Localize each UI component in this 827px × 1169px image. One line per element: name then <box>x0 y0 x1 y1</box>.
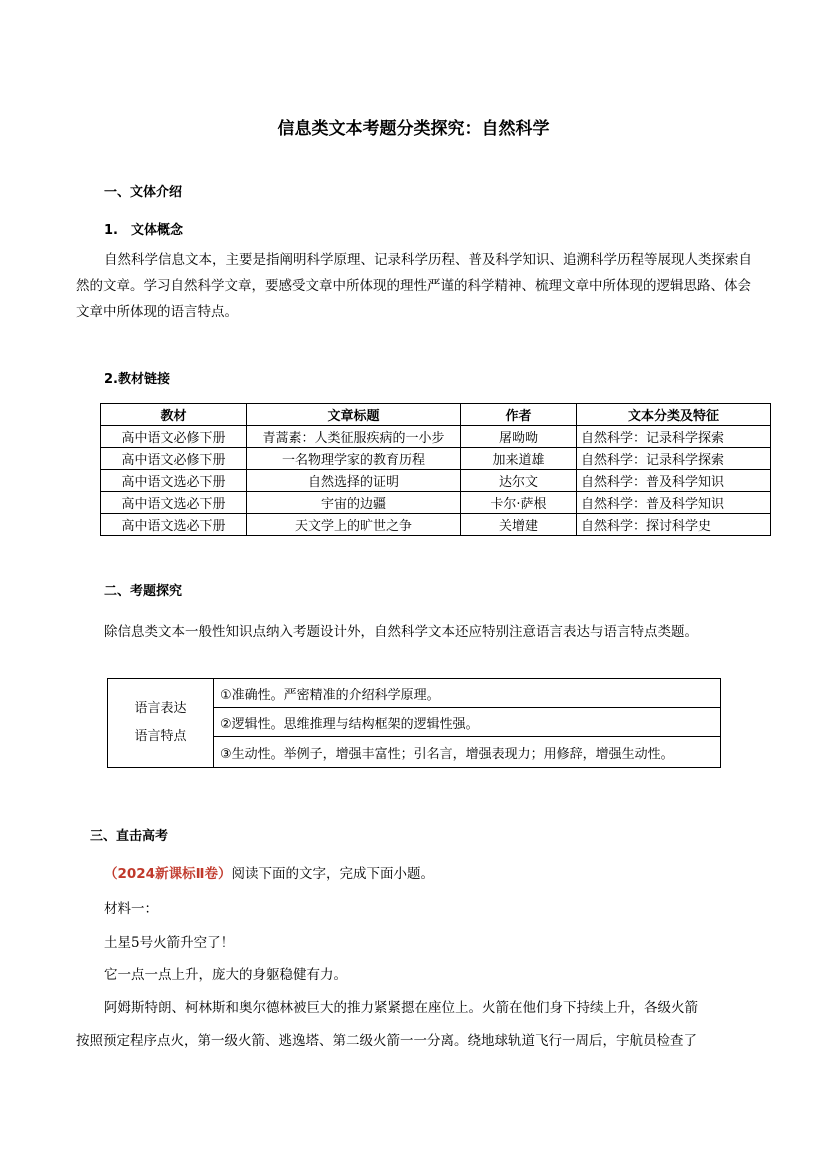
table-cell: 达尔文 <box>461 470 577 492</box>
table-cell: 宇宙的边疆 <box>247 492 461 514</box>
table-header-cell: 作者 <box>461 404 577 426</box>
table-cell: ②逻辑性。思维推理与结构框架的逻辑性强。 <box>214 708 721 737</box>
feature-category-cell <box>108 679 214 768</box>
table-cell: 加来道雄 <box>461 448 577 470</box>
material-line: 按照预定程序点火，第一级火箭、逃逸塔、第二级火箭一一分离。绕地球轨道飞行一周后，宇航员检查了 <box>76 1033 697 1049</box>
subheading-genre-concept: 1. 文体概念 <box>104 223 183 238</box>
material-line: 它一点一点上升，庞大的身躯稳健有力。 <box>104 967 347 983</box>
genre-concept-paragraph: 自然科学信息文本，主要是指阐明科学原理、记录科学历程、普及科学知识、追溯科学历程等展现人类探索自然的文章。学习自然科学文章，要感受文章中所体现的理性严谨的科学精神、梳理文章中所体现的逻辑思路、体会文章中所体现的语言特点。 <box>76 252 752 320</box>
table-row <box>101 426 771 448</box>
table-cell: 自然科学：探讨科学史 <box>577 514 771 536</box>
language-features-table <box>107 678 721 768</box>
material-label: 材料一： <box>104 901 158 917</box>
page-title: 信息类文本考题分类探究：自然科学 <box>277 119 550 139</box>
table-cell: 青蒿素：人类征服疾病的一小步 <box>247 426 461 448</box>
table-cell: 高中语文选必下册 <box>101 470 247 492</box>
table-header-cell: 文本分类及特征 <box>577 404 771 426</box>
table-cell: 一名物理学家的教育历程 <box>247 448 461 470</box>
table-cell: 关增建 <box>461 514 577 536</box>
exam-inquiry-paragraph: 除信息类文本一般性知识点纳入考题设计外，自然科学文本还应特别注意语言表达与语言特点类题。 <box>104 624 698 640</box>
table-row <box>101 448 771 470</box>
textbook-table <box>100 403 771 536</box>
table-cell: 高中语文必修下册 <box>101 426 247 448</box>
table-cell: 自然科学：记录科学探索 <box>577 448 771 470</box>
table-cell: 屠呦呦 <box>461 426 577 448</box>
table-row <box>101 492 771 514</box>
subheading-textbook-links: 2.教材链接 <box>104 372 170 387</box>
table-cell: 高中语文必修下册 <box>101 448 247 470</box>
table-cell: 高中语文选必下册 <box>101 492 247 514</box>
material-line: 阿姆斯特朗、柯林斯和奥尔德林被巨大的推力紧紧摁在座位上。火箭在他们身下持续上升，各级火箭 <box>104 1000 698 1016</box>
section-heading-exam-inquiry: 二、考题探究 <box>104 584 183 599</box>
exam-source: （2024新课标Ⅱ卷） <box>104 866 232 882</box>
table-header-cell: 教材 <box>101 404 247 426</box>
question-intro <box>104 862 434 882</box>
table-cell: 自然科学：记录科学探索 <box>577 426 771 448</box>
table-cell: 自然选择的证明 <box>247 470 461 492</box>
table-row <box>108 679 721 708</box>
table-row <box>101 470 771 492</box>
table-cell: ③生动性。举例子，增强丰富性；引名言，增强表现力；用修辞，增强生动性。 <box>214 737 721 768</box>
table-cell: 自然科学：普及科学知识 <box>577 492 771 514</box>
table-cell: 自然科学：普及科学知识 <box>577 470 771 492</box>
question-instruction: 阅读下面的文字，完成下面小题。 <box>231 866 434 882</box>
feature-label: 语言表达 <box>134 701 187 716</box>
table-header-row <box>101 404 771 426</box>
material-line: 土星5号火箭升空了！ <box>104 935 235 951</box>
section-heading-gaokao: 三、直击高考 <box>90 829 169 844</box>
table-cell: 高中语文选必下册 <box>101 514 247 536</box>
section-heading-intro: 一、文体介绍 <box>104 185 183 200</box>
feature-label: 语言特点 <box>134 729 187 744</box>
table-header-cell: 文章标题 <box>247 404 461 426</box>
table-row <box>101 514 771 536</box>
table-cell: 天文学上的旷世之争 <box>247 514 461 536</box>
table-cell: 卡尔·萨根 <box>461 492 577 514</box>
table-cell: ①准确性。严密精准的介绍科学原理。 <box>214 679 721 708</box>
